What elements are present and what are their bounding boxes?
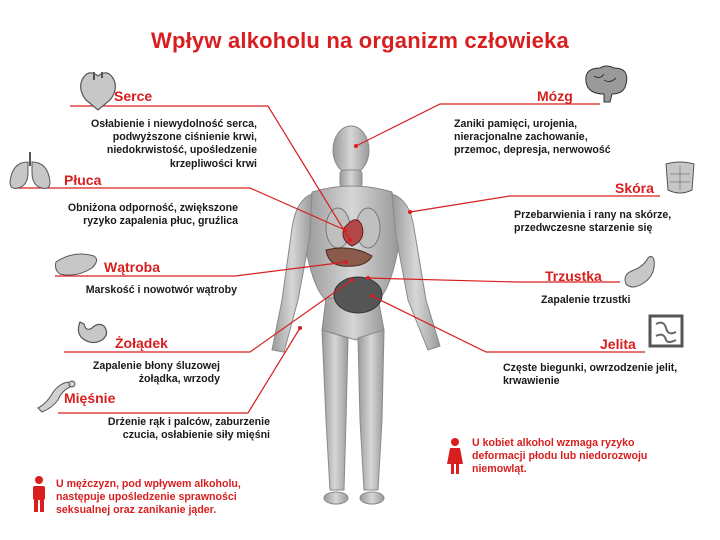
desc-mozg-line: nieracjonalne zachowanie, xyxy=(454,131,588,144)
desc-jelita xyxy=(503,362,713,388)
torso-skin-icon xyxy=(666,162,694,193)
human-body-figure xyxy=(272,126,440,504)
desc-skora-line: przedwczesne starzenie się xyxy=(514,222,653,235)
intestines-icon xyxy=(650,316,682,346)
desc-pluca-line: ryzyko zapalenia płuc, gruźlica xyxy=(83,215,238,228)
desc-jelita-line: krwawienie xyxy=(503,375,560,388)
label-trzustka: Trzustka xyxy=(545,268,602,284)
note-women xyxy=(472,437,702,477)
heart-icon xyxy=(81,72,116,110)
desc-serce-line: Osłabienie i niewydolność serca, xyxy=(90,118,257,130)
desc-pluca-line: Obniżona odporność, zwiększone xyxy=(67,202,238,214)
liver-icon xyxy=(56,254,97,275)
note-men xyxy=(56,478,296,518)
desc-trzustka xyxy=(541,294,701,307)
desc-pluca xyxy=(18,202,238,228)
female-figure-icon xyxy=(447,438,463,474)
brain-icon xyxy=(586,66,627,102)
desc-miesnie xyxy=(50,416,270,442)
male-figure-icon xyxy=(33,476,45,512)
note-men-line: następuje upośledzenie sprawności xyxy=(56,491,237,504)
desc-zoladek-line: żołądka, wrzody xyxy=(138,373,220,386)
desc-miesnie-line: Drżenie rąk i palców, zaburzenie xyxy=(107,416,270,428)
desc-mozg xyxy=(454,118,694,158)
desc-serce-line: podwyższone ciśnienie krwi, xyxy=(112,131,257,144)
label-serce: Serce xyxy=(114,88,153,104)
label-zoladek: Żołądek xyxy=(115,335,168,351)
desc-skora xyxy=(514,209,714,235)
desc-serce xyxy=(37,118,257,171)
note-men-line: seksualnej oraz zanikanie jąder. xyxy=(56,504,217,517)
desc-skora-line: Przebarwienia i rany na skórze, xyxy=(514,209,672,221)
pancreas-icon xyxy=(625,256,654,287)
label-jelita: Jelita xyxy=(600,336,636,352)
label-watroba: Wątroba xyxy=(104,259,160,275)
page-title: Wpływ alkoholu na organizm człowieka xyxy=(151,28,569,53)
desc-trzustka-line: Zapalenie trzustki xyxy=(541,294,631,306)
desc-serce-line: krzepliwości krwi xyxy=(169,157,257,170)
note-men-line: U mężczyzn, pod wpływem alkoholu, xyxy=(56,478,241,490)
note-women-line: deformacji płodu lub niedorozwoju xyxy=(472,450,648,463)
desc-miesnie-line: czucia, osłabienie siły mięśni xyxy=(122,429,270,442)
desc-watroba-line: Marskość i nowotwór wątroby xyxy=(85,284,237,296)
note-women-line: U kobiet alkohol wzmaga ryzyko xyxy=(472,437,635,449)
desc-serce-line: niedokrwistość, upośledzenie xyxy=(106,144,257,157)
label-mozg: Mózg xyxy=(537,88,573,104)
desc-mozg-line: Zaniki pamięci, urojenia, xyxy=(454,118,578,130)
desc-watroba xyxy=(17,284,237,297)
desc-zoladek xyxy=(0,360,220,386)
stomach-icon xyxy=(78,322,106,343)
label-miesnie: Mięśnie xyxy=(64,390,116,406)
desc-mozg-line: przemoc, depresja, nerwowość xyxy=(454,144,611,157)
desc-jelita-line: Częste biegunki, owrzodzenie jelit, xyxy=(503,362,678,374)
note-women-line: niemowląt. xyxy=(472,463,527,476)
label-skora: Skóra xyxy=(615,180,654,196)
label-pluca: Płuca xyxy=(64,172,102,188)
desc-zoladek-line: Zapalenie błony śluzowej xyxy=(92,360,220,372)
